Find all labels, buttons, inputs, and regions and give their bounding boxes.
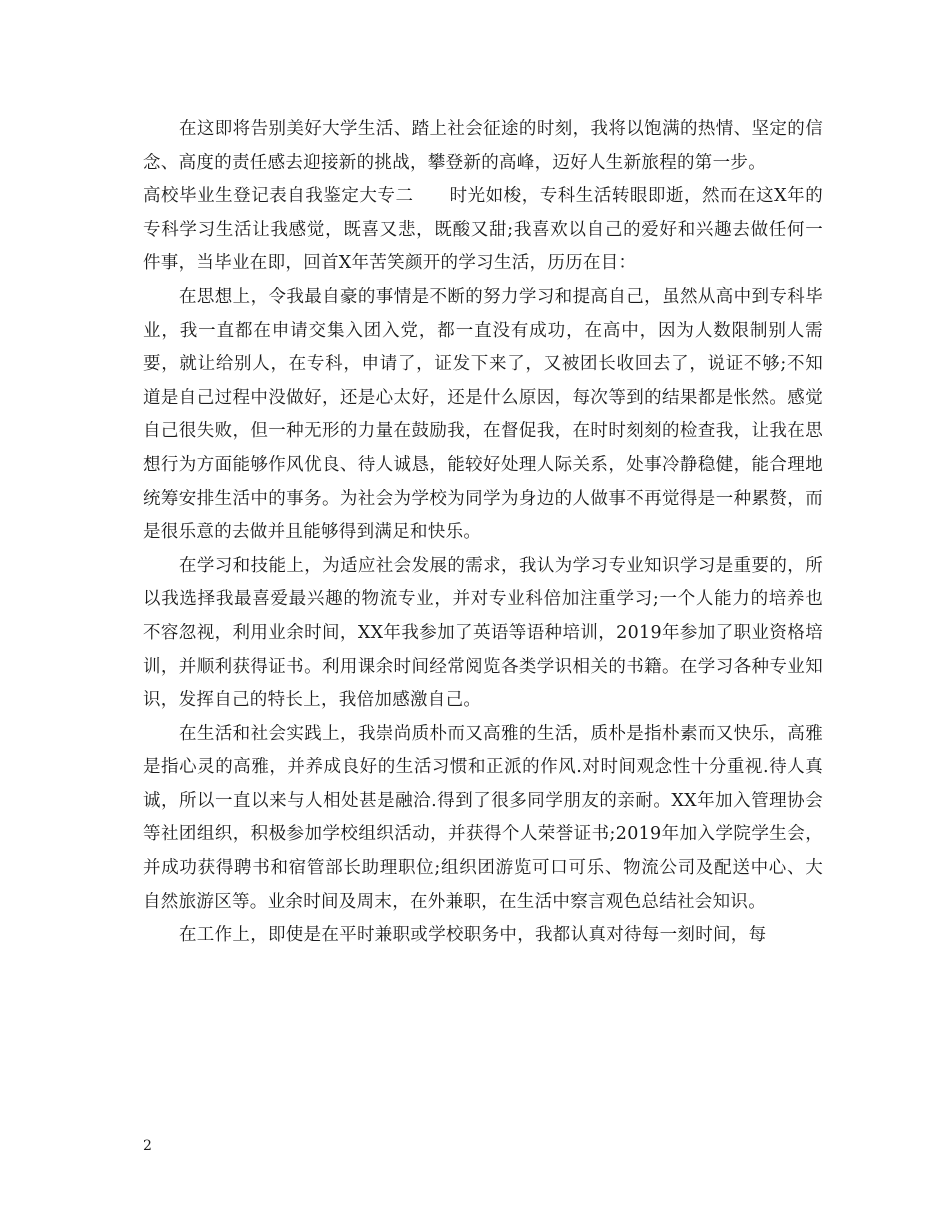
paragraph-life: 在生活和社会实践上，我崇尚质朴而又高雅的生活，质朴是指朴素而又快乐，高雅是指心灵的高雅，并养成良好的生活习惯和正派的作风.对时间观念性十分重视.待人真诚，所以一直以来与人相处甚是融洽.得到了很多同学朋友的亲耐。XX年加入管理协会等社团组织，积极参加学校组织活动，并获得个人荣誉证书;2019年加入学院学生会，并成功获得聘书和宿管部长助理职位;组织团游览可口可乐、物流公司及配送中心、大自然旅游区等。业余时间及周末，在外兼职，在生活中察言观色总结社会知识。	[143, 723, 823, 912]
paragraph-thought: 在思想上，令我最自豪的事情是不断的努力学习和提高自己，虽然从高中到专科毕业，我一直都在申请交集入团入党，都一直没有成功，在高中，因为人数限制别人需要，就让给别人，在专科，申请了，证发下来了，又被团长收回去了，说证不够;不知道是自己过程中没做好，还是心太好，还是什么原因，每次等到的结果都是怅然。感觉自己很失败，但一种无形的力量在鼓励我，在督促我，在时时刻刻的检查我，让我在思想行为方面能够作风优良、待人诚恳，能较好处理人际关系，处事冷静稳健，能合理地统筹安排生活中的事务。为社会为学校为同学为身边的人做事不再觉得是一种累赘，而是很乐意的去做并且能够得到满足和快乐。	[143, 286, 823, 543]
paragraph-closing: 在这即将告别美好大学生活、踏上社会征途的时刻，我将以饱满的热情、坚定的信念、高度的责任感去迎接新的挑战，攀登新的高峰，迈好人生新旅程的第一步。	[143, 119, 823, 173]
paragraph-study: 在学习和技能上，为适应社会发展的需求，我认为学习专业知识学习是重要的，所以我选择我最喜爱最兴趣的物流专业，并对专业科倍加注重学习;一个人能力的培养也不容忽视，利用业余时间，XX年我参加了英语等语种培训，2019年参加了职业资格培训，并顺利获得证书。利用课余时间经常阅览各类学识相关的书籍。在学习各种专业知识，发挥自己的特长上，我倍加感激自己。	[143, 555, 823, 711]
page-number: 2	[143, 1138, 152, 1154]
paragraph-heading-intro: 高校毕业生登记表自我鉴定大专二 时光如梭，专科生活转眼即逝，然而在这X年的专科学习生活让我感觉，既喜又悲，既酸又甜;我喜欢以自己的爱好和兴趣去做任何一件事，当毕业在即，回首X年苦笑颜开的学习生活，历历在目：	[143, 186, 823, 274]
page-body	[143, 113, 823, 953]
paragraph-work: 在工作上，即使是在平时兼职或学校职务中，我都认真对待每一刻时间，每	[179, 925, 767, 946]
